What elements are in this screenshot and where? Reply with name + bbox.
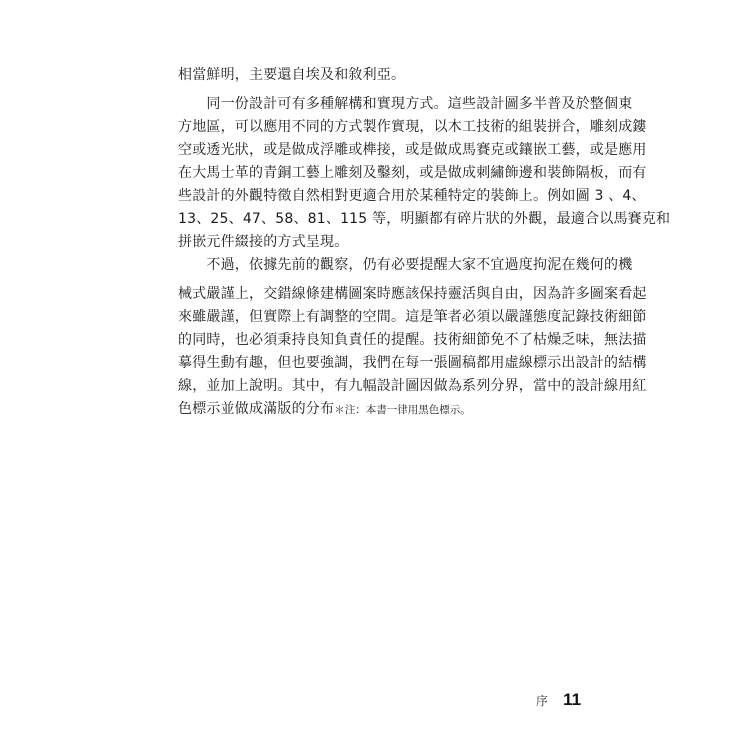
body-line-15 [178, 398, 598, 421]
body-line-4: 空或透光狀，或是做成浮雕或榫接，或是做成馬賽克或鑲嵌工藝，或是應用 [178, 142, 647, 158]
page-number: 11 [563, 690, 582, 709]
body-line-7: 13、25、47、58、81、115 等，明顯都有碎片狀的外觀，最適合以馬賽克和 [178, 211, 671, 227]
body-text [178, 64, 671, 421]
footnote-marker-text: ＊注：本書一律用黑色標示。 [334, 404, 471, 416]
body-line-14: 線，並加上說明。其中，有九幅設計圖因做為系列分界，當中的設計線用紅 [178, 378, 647, 394]
page-footer [536, 688, 581, 712]
body-line-12: 的同時，也必須秉持良知負責任的提醒。技術細節免不了枯燥乏味，無法描 [178, 332, 647, 348]
body-line-1: 相當鮮明，主要還自埃及和敘利亞。 [178, 67, 406, 83]
body-line-10: 械式嚴謹上，交錯線條建構圖案時應該保持靈活與自由，因為許多圖案看起 [178, 286, 647, 302]
body-line-11: 來雖嚴謹，但實際上有調整的空間。這是筆者必須以嚴謹態度記錄技術細節 [178, 309, 647, 325]
body-line-2: 同一份設計可有多種解構和實現方式。這些設計圖多半普及於整個東 [178, 96, 633, 112]
body-line-8: 拼嵌元件綴接的方式呈現。 [178, 234, 349, 250]
body-line-9: 不過，依據先前的觀察，仍有必要提醒大家不宜過度拘泥在幾何的機 [178, 257, 633, 273]
body-line-15-text: 色標示並做成滿版的分布 [178, 401, 335, 417]
body-line-6: 些設計的外觀特徵自然相對更適合用於某種特定的裝飾上。例如圖 3 、4、 [178, 188, 646, 204]
body-line-5: 在大馬士革的青銅工藝上雕刻及鑿刻，或是做成刺繡飾邊和裝飾隔板，而有 [178, 165, 647, 181]
body-line-3: 方地區，可以應用不同的方式製作實現，以木工技術的組裝拼合，雕刻成鏤 [178, 119, 647, 135]
section-label: 序 [536, 694, 549, 708]
body-line-13: 摹得生動有趣，但也要強調，我們在每一張圖稿都用虛線標示出設計的結構 [178, 355, 647, 371]
